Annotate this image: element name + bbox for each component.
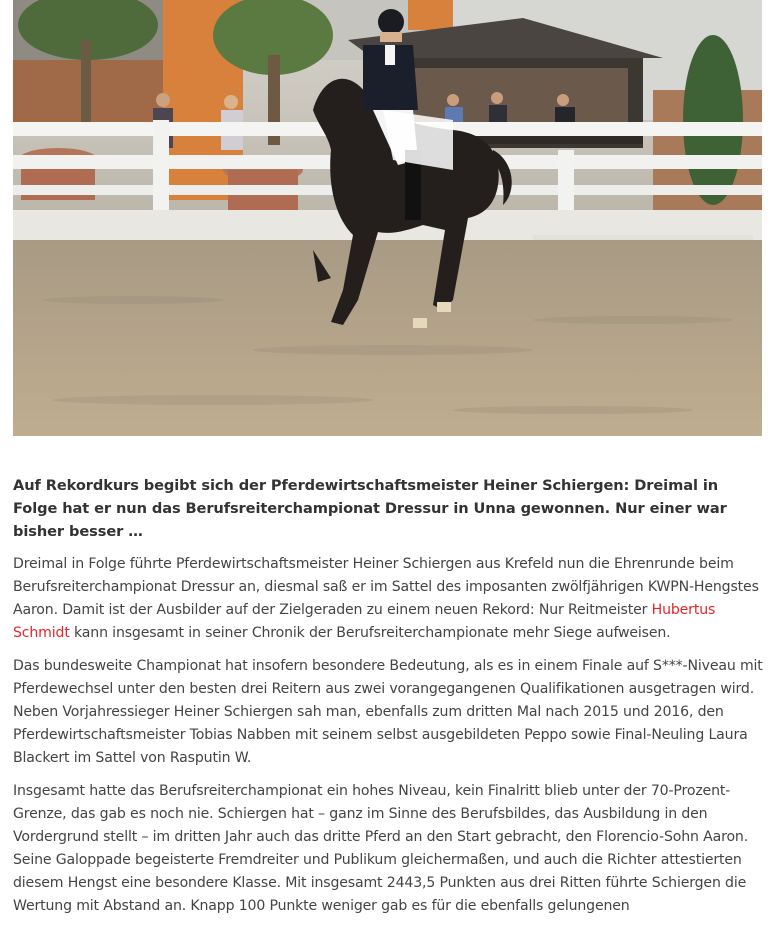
article-text	[13, 474, 765, 928]
hubertus-schmidt-link[interactable]: Hubertus Schmidt	[13, 602, 716, 641]
paragraph-1-text-before: Dreimal in Folge führte Pferdewirtschaftsmeister Heiner Schiergen aus Krefeld nun die Ehrenrunde beim Berufsreiterchampionat Dressur an, diesmal saß er im Sattel des imposanten zwölfjährigen KWPN-Hengstes Aaron. Damit ist der Ausbilder auf der Zielgeraden zu einem neuen Rekord: Nur Reitmeister	[13, 556, 759, 618]
article-photo	[13, 0, 762, 436]
dressage-photo-illustration	[13, 0, 762, 436]
article-lead: Auf Rekordkurs begibt sich der Pferdewirtschaftsmeister Heiner Schiergen: Dreimal in Folge hat er nun das Berufsreiterchampionat Dressur in Unna gewonnen. Nur einer war bisher besser …	[13, 477, 727, 540]
article-paragraph-2: Das bundesweite Championat hat insofern besondere Bedeutung, als es in einem Finale auf S***-Niveau mit Pferdewechsel unter den besten drei Reitern aus zwei vorangegangenen Qualifikationen ausgetragen wird. Neben Vorjahressieger Heiner Schiergen sah man, ebenfalls zum dritten Mal nach 2015 und 2016, den Pferdewirtschaftsmeister Tobias Nabben mit seinem selbst ausgebildeten Peppo sowie Final-Neuling Laura Blackert im Sattel von Rasputin W.	[13, 658, 763, 766]
paragraph-1-text-after: kann insgesamt in seiner Chronik der Berufsreiterchampionate mehr Siege aufweisen.	[69, 625, 671, 641]
article-paragraph-3: Insgesamt hatte das Berufsreiterchampionat ein hohes Niveau, kein Finalritt blieb unter der 70-Prozent-Grenze, das gab es noch nie. Schiergen hat – ganz im Sinne des Berufsbildes, das Ausbildung in den Vordergrund stellt – im dritten Jahr auch das dritte Pferd an den Start gebracht, den Florencio-Sohn Aaron. Seine Galoppade begeisterte Fremdreiter und Publikum gleichermaßen, und auch die Richter attestierten diesem Hengst eine besondere Klasse. Mit insgesamt 2443,5 Punkten aus drei Ritten führte Schiergen die Wertung mit Abstand an. Knapp 100 Punkte weniger gab es für die ebenfalls gelungenen	[13, 783, 749, 914]
article-paragraph-1	[13, 553, 765, 645]
